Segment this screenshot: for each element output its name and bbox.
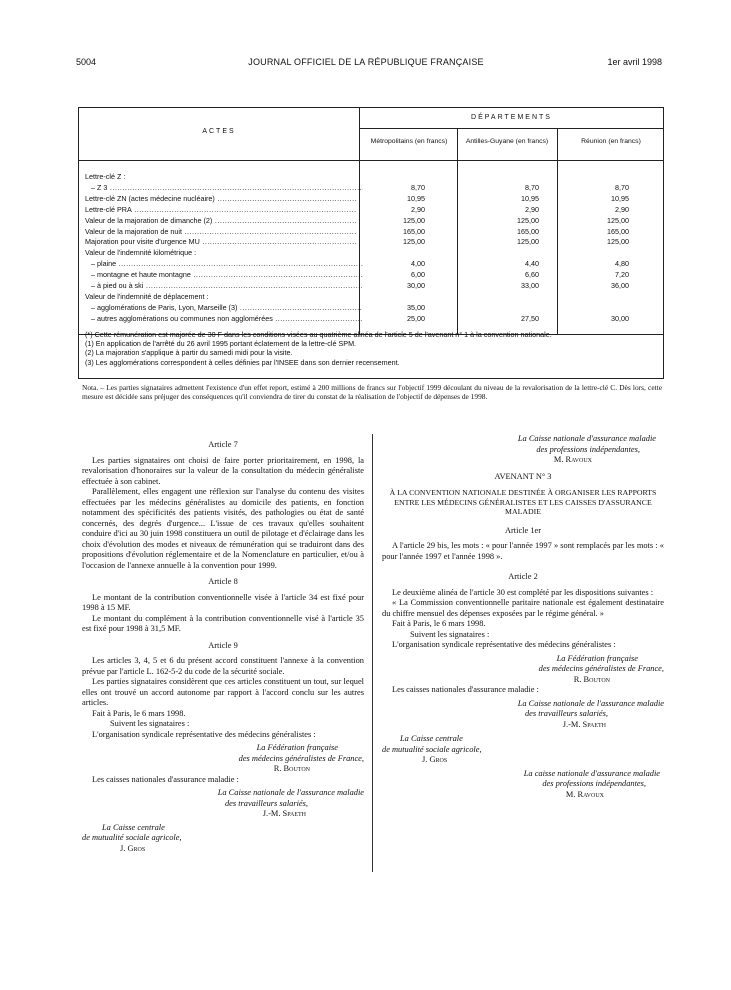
signatory-org: des professions indépendantes, <box>536 444 640 454</box>
row-label: – à pied ou à ski ..... <box>91 281 363 291</box>
row-value-1: 165,00 <box>403 226 425 236</box>
table-divider <box>359 128 663 129</box>
row-value-1: 2,90 <box>411 204 425 214</box>
caisses-line: Les caisses nationales d'assurance maladie : <box>392 685 539 694</box>
row-label: – montagne et haute montagne ..... <box>91 270 363 280</box>
table-row <box>79 259 663 269</box>
table-note: (2) La majoration s'applique à partir du samedi midi pour la visite. <box>85 348 293 358</box>
row-value-3: 10,95 <box>611 193 629 203</box>
nota-paragraph: Nota. – Les parties signataires admettent l'existence d'un effet report, estimé à 200 millions de francs sur l'objectif 1999 découlant du niveau de la revalorisation de la lettre-clé C. Dès lors, cette mesure est décidée sans préjuger des conséquences qu'il conviendra de tirer du constat de la réalisation de l'objectif de dépenses de 1998. <box>82 383 662 401</box>
paragraph: Le montant de la contribution conventionnelle visée à l'article 34 est fixé pour 1998 à 15 MF. <box>82 592 364 612</box>
column-divider <box>372 434 373 872</box>
signatory-name: M. Ravoux <box>565 789 604 799</box>
col-header-reunion: Réunion (en francs) <box>581 138 641 145</box>
article-title: Article 2 <box>508 572 538 581</box>
signatory-org: La Caisse centrale <box>102 822 165 832</box>
table-row <box>79 183 663 193</box>
row-value-3: 30,00 <box>611 313 629 323</box>
article-title: Article 9 <box>208 640 238 650</box>
journal-title: JOURNAL OFFICIEL DE LA RÉPUBLIQUE FRANÇAISE <box>248 57 484 67</box>
row-label: Valeur de l'indemnité de déplacement : <box>85 291 209 301</box>
paragraph: Les parties signataires ont choisi de faire porter prioritairement, en 1998, la revalorisation d'honoraires sur la valeur de la consultation du médecin généraliste effectuée à son cabinet. <box>82 455 364 486</box>
row-value-3: 2,90 <box>615 204 629 214</box>
row-value-3: 125,00 <box>607 237 629 247</box>
row-value-3: 4,80 <box>615 259 629 269</box>
table-note: (*) Cette rémunération est majorée de 30 F dans les conditions visées au quatrième alinéa de l'article 5 de l'avenant n° 1 à la convention nationale. <box>85 330 552 339</box>
col-header-antilles: Antilles-Guyane (en francs) <box>465 138 549 145</box>
signatory-name: J.-M. Spaeth <box>562 719 606 729</box>
page-number: 5004 <box>76 57 97 67</box>
row-label: Lettre-clé ZN (actes médecine nucléaire) ..... <box>85 194 357 204</box>
row-value-2: 125,00 <box>517 237 539 247</box>
table-row <box>79 172 663 182</box>
fait-line: Fait à Paris, le 6 mars 1998. <box>92 708 186 718</box>
table-row <box>79 303 663 313</box>
paragraph: Le deuxième alinéa de l'article 30 est complété par les dispositions suivantes : <box>392 587 654 597</box>
table-row <box>79 205 663 215</box>
signatory-org: La Caisse nationale d'assurance maladie <box>517 434 656 443</box>
row-value-1: 35,00 <box>407 302 425 312</box>
paragraph: A l'article 29 bis, les mots : « pour l'année 1997 » sont remplacés par les mots : « pour l'année 1997 et l'année 1998 ». <box>382 541 664 561</box>
signatory-org: des travailleurs salariés, <box>524 709 608 718</box>
signatory-org: des travailleurs salariés, <box>224 798 308 808</box>
row-value-2: 165,00 <box>517 226 539 236</box>
table-row <box>79 314 663 324</box>
row-value-2: 8,70 <box>525 182 539 192</box>
tariff-table <box>78 107 664 379</box>
row-label: Lettre-clé PRA ..... <box>85 205 357 215</box>
row-label: Valeur de la majoration de dimanche (2) ..... <box>85 216 357 226</box>
signatory-org: La Caisse centrale <box>400 734 463 743</box>
table-row <box>79 227 663 237</box>
table-row <box>79 281 663 291</box>
avenant-title: AVENANT N° 3 <box>494 471 552 481</box>
caisses-line: Les caisses nationales d'assurance maladie : <box>92 774 239 784</box>
table-row <box>79 270 663 280</box>
row-label: Valeur de l'indemnité kilométrique : <box>85 248 197 258</box>
row-value-1: 125,00 <box>403 215 425 225</box>
right-column <box>382 434 664 800</box>
col-header-metropolitains: Métropolitains (en francs) <box>370 138 448 145</box>
row-value-1: 30,00 <box>407 281 425 290</box>
table-row <box>79 216 663 226</box>
article-title: Article 8 <box>208 577 238 586</box>
row-label: Lettre-clé Z : <box>85 172 126 181</box>
row-value-1: 10,95 <box>407 193 425 203</box>
page-header <box>70 57 662 71</box>
row-value-3: 36,00 <box>611 281 629 290</box>
row-value-3: 7,20 <box>615 270 629 280</box>
row-label: Valeur de la majoration de nuit ..... <box>85 227 357 237</box>
signatory-org: des médecins généralistes de France, <box>538 664 664 673</box>
paragraph: « La Commission conventionnelle paritaire nationale est également destinataire du chiffre mensuel des dépenses exposées par le régime général. » <box>382 598 664 618</box>
signatory-name: R. Bouton <box>273 764 310 773</box>
issue-date: 1er avril 1998 <box>607 57 662 67</box>
row-value-3: 165,00 <box>607 226 629 236</box>
signatory-name: J.-M. Spaeth <box>262 809 306 818</box>
row-label: Majoration pour visite d'urgence MU ..... <box>85 237 357 247</box>
paragraph: Le montant du complément à la contribution conventionnelle visé à l'article 35 est fixé pour 1998 à 31,5 MF. <box>82 613 364 633</box>
row-value-2: 125,00 <box>517 215 539 225</box>
avenant-subtitle: À LA CONVENTION NATIONALE DESTINÉE À ORGANISER LES RAPPORTS ENTRE LES MÉDECINS GÉNÉRALISTES ET LES CAISSES D'ASSURANCE MALADIE <box>389 488 657 516</box>
table-row <box>79 292 663 302</box>
signatory-org: de mutualité sociale agricole, <box>382 744 482 754</box>
row-value-1: 25,00 <box>407 313 425 323</box>
row-value-1: 8,70 <box>411 182 425 192</box>
table-note: (1) En application de l'arrêté du 26 avril 1995 portant éclatement de la lettre-clé SPM. <box>85 339 357 349</box>
row-value-2: 4,40 <box>525 259 539 269</box>
table-notes <box>85 330 657 367</box>
article-title: Article 7 <box>208 440 238 449</box>
row-value-2: 27,50 <box>521 313 539 323</box>
row-label: – plaine ..... <box>91 259 363 269</box>
row-label: – Z 3 ..... <box>91 183 363 193</box>
signatory-org: La caisse nationale d'assurance maladie <box>523 768 660 778</box>
signatory-org: La Caisse nationale de l'assurance maladie <box>217 788 364 797</box>
paragraph: Les articles 3, 4, 5 et 6 du présent accord constituent l'annexe à la convention prévue par l'article L. 162-5-2 du code de la sécurité sociale. <box>82 656 364 676</box>
suivent-line: Suivent les signataires : <box>110 719 190 728</box>
paragraph: Parallèlement, elles engagent une réflexion sur l'analyse du contenu des visites effectuées par les médecins généralistes au domicile des patients, en fonction notamment des spécificités des patients visités, des pathologies ou état de santé concernés, des degrés d'urgence... L'issue de ces travaux qu'elles souhaitent conduire d'ici au 30 juin 1998 constituera un outil de pilotage et d'éclairage dans les choix d'évolution des modes et niveaux de rémunération qui se traduiront dans des propositions d'évolution réglementaire et de la Nomenclature en particulier, et/ou à l'occasion de l'annexe annuelle à la convention pour 1999. <box>82 487 364 570</box>
org-line: L'organisation syndicale représentative des médecins généralistes : <box>392 640 616 649</box>
signatory-name: J. Gros <box>422 755 448 764</box>
table-row <box>79 248 663 258</box>
actes-header: ACTES <box>202 128 236 135</box>
signatory-org: des professions indépendantes, <box>542 779 646 788</box>
row-value-1: 6,00 <box>411 270 425 280</box>
fait-line: Fait à Paris, le 6 mars 1998. <box>392 619 486 628</box>
signatory-org: La Fédération française <box>556 653 638 663</box>
row-value-3: 125,00 <box>607 215 629 225</box>
signatory-org: des médecins généralistes de France, <box>238 753 364 763</box>
row-value-2: 33,00 <box>521 281 539 290</box>
signatory-name: J. Gros <box>120 843 146 853</box>
row-value-3: 8,70 <box>615 182 629 192</box>
suivent-line: Suivent les signataires : <box>410 629 490 639</box>
signatory-org: La Caisse nationale de l'assurance maladie <box>517 698 664 708</box>
row-label: – agglomérations de Paris, Lyon, Marseille (3) ..... <box>91 303 363 313</box>
signatory-name: M. Ravoux <box>553 455 592 464</box>
row-value-2: 6,60 <box>525 270 539 280</box>
table-note: (3) Les agglomérations correspondent à celles définies par l'INSEE dans son dernier recensement. <box>85 357 400 367</box>
signatory-name: R. Bouton <box>573 674 610 684</box>
signatory-org: La Fédération française <box>256 743 338 752</box>
row-value-1: 4,00 <box>411 259 425 269</box>
org-line: L'organisation syndicale représentative des médecins généralistes : <box>92 729 316 739</box>
signatory-org: de mutualité sociale agricole, <box>82 833 182 842</box>
departements-header: DÉPARTEMENTS <box>471 114 552 121</box>
article-title: Article 1er <box>504 525 542 535</box>
left-column <box>82 434 364 854</box>
row-label: – autres agglomérations ou communes non agglomérées ..... <box>91 314 363 324</box>
row-value-2: 10,95 <box>521 193 539 203</box>
table-row <box>79 237 663 247</box>
paragraph: Les parties signataires considèrent que ces articles constituent un tout, sur lequel elles ont trouvé un accord autonome par rapport à l'accord conclu sur les autres articles. <box>82 677 364 707</box>
row-value-1: 125,00 <box>403 237 425 247</box>
table-row <box>79 194 663 204</box>
row-value-2: 2,90 <box>525 204 539 214</box>
table-divider <box>79 160 663 161</box>
